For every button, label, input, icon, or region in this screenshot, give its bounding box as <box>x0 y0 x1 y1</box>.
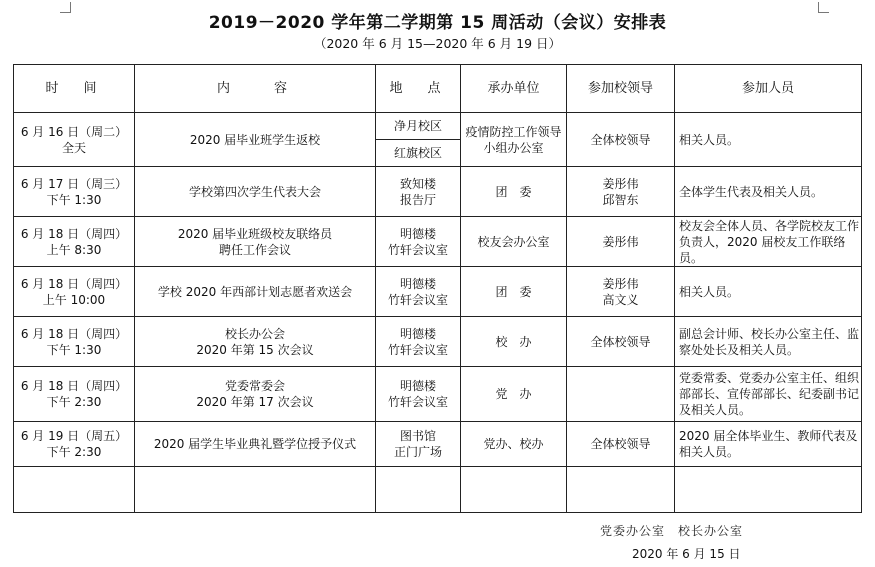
header-leaders: 参加校领导 <box>567 65 675 113</box>
issuing-offices: 党委办公室 校长办公室 <box>600 524 744 538</box>
participants-cell: 党委常委、党委办公室主任、组织部部长、宣传部部长、纪委副书记及相关人员。 <box>675 367 862 422</box>
venue-cell: 图书馆 正门广场 <box>376 422 461 467</box>
table-row <box>14 367 862 422</box>
venue-cell: 明德楼 竹轩会议室 <box>376 217 461 267</box>
time-cell: 6 月 18 日（周四） 下午 1:30 <box>14 317 135 367</box>
organizer-cell: 党办、校办 <box>461 422 567 467</box>
time-cell: 6 月 18 日（周四） 上午 8:30 <box>14 217 135 267</box>
document-title: 2019－2020 学年第二学期第 15 周活动（会议）安排表 <box>208 13 667 33</box>
participants-cell: 全体学生代表及相关人员。 <box>675 167 862 217</box>
leaders-cell: 全体校领导 <box>567 317 675 367</box>
table-header-row <box>14 65 862 113</box>
time-cell: 6 月 18 日（周四） 下午 2:30 <box>14 367 135 422</box>
venue-cell: 明德楼 竹轩会议室 <box>376 367 461 422</box>
participants-cell: 相关人员。 <box>675 267 862 317</box>
leaders-cell: 姜彤伟 高文义 <box>567 267 675 317</box>
table-row <box>14 113 862 140</box>
time-cell: 6 月 17 日（周三） 下午 1:30 <box>14 167 135 217</box>
content-cell: 党委常委会 2020 年第 17 次会议 <box>135 367 376 422</box>
venue-cell: 致知楼 报告厅 <box>376 167 461 217</box>
header-participants: 参加人员 <box>675 65 862 113</box>
time-cell: 6 月 18 日（周四） 上午 10:00 <box>14 267 135 317</box>
leaders-cell: 姜彤伟 邱智东 <box>567 167 675 217</box>
venue-cell: 明德楼 竹轩会议室 <box>376 317 461 367</box>
issue-date: 2020 年 6 月 15 日 <box>632 547 741 561</box>
leaders-cell: 姜彤伟 <box>567 217 675 267</box>
participants-cell: 校友会全体人员、各学院校友工作负责人，2020 届校友工作联络员。 <box>675 217 862 267</box>
participants-cell: 副总会计师、校长办公室主任、监察处处长及相关人员。 <box>675 317 862 367</box>
venue-cell: 净月校区 <box>376 113 461 140</box>
time-cell: 6 月 16 日（周二） 全天 <box>14 113 135 167</box>
content-cell: 2020 届学生毕业典礼暨学位授予仪式 <box>135 422 376 467</box>
leaders-cell: 全体校领导 <box>567 422 675 467</box>
table-row <box>14 217 862 267</box>
table-row <box>14 422 862 467</box>
participants-cell: 相关人员。 <box>675 113 862 167</box>
content-cell: 学校 2020 年西部计划志愿者欢送会 <box>135 267 376 317</box>
participants-cell: 2020 届全体毕业生、教师代表及相关人员。 <box>675 422 862 467</box>
leaders-cell <box>567 367 675 422</box>
content-cell: 校长办公会 2020 年第 15 次会议 <box>135 317 376 367</box>
table-row <box>14 317 862 367</box>
document-subtitle: （2020 年 6 月 15—2020 年 6 月 19 日） <box>313 36 562 51</box>
time-cell: 6 月 19 日（周五） 下午 2:30 <box>14 422 135 467</box>
header-organizer: 承办单位 <box>461 65 567 113</box>
organizer-cell: 团 委 <box>461 267 567 317</box>
schedule-table <box>13 64 862 513</box>
header-venue: 地 点 <box>376 65 461 113</box>
table-row <box>14 267 862 317</box>
venue-cell: 明德楼 竹轩会议室 <box>376 267 461 317</box>
table-row-empty <box>14 467 862 513</box>
organizer-cell: 疫情防控工作领导小组办公室 <box>461 113 567 167</box>
organizer-cell: 团 委 <box>461 167 567 217</box>
header-content: 内 容 <box>135 65 376 113</box>
content-cell: 2020 届毕业班学生返校 <box>135 113 376 167</box>
table-row <box>14 167 862 217</box>
content-cell: 2020 届毕业班级校友联络员 聘任工作会议 <box>135 217 376 267</box>
content-cell: 学校第四次学生代表大会 <box>135 167 376 217</box>
leaders-cell: 全体校领导 <box>567 113 675 167</box>
organizer-cell: 校友会办公室 <box>461 217 567 267</box>
header-time: 时 间 <box>14 65 135 113</box>
organizer-cell: 校 办 <box>461 317 567 367</box>
organizer-cell: 党 办 <box>461 367 567 422</box>
venue-cell: 红旗校区 <box>376 140 461 167</box>
